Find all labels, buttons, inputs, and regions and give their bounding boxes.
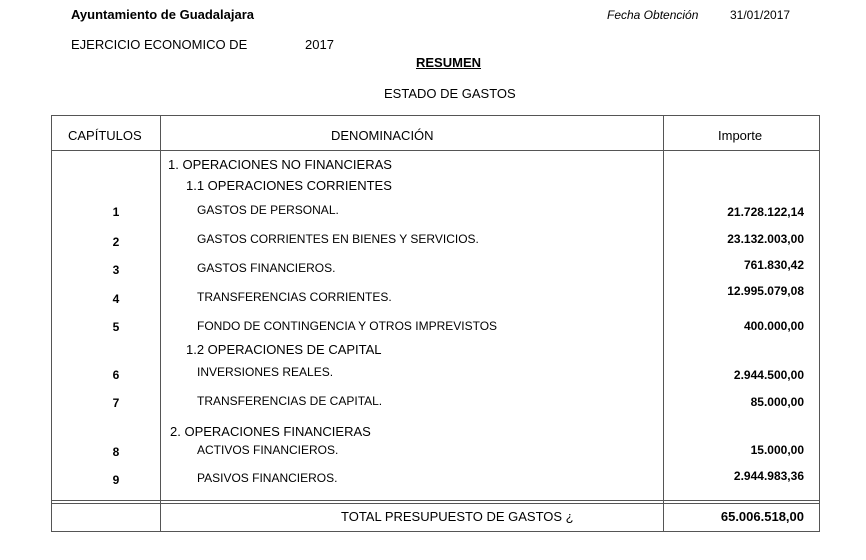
ejercicio-label: EJERCICIO ECONOMICO DE — [71, 37, 248, 52]
row-importe: 400.000,00 — [743, 319, 804, 333]
row-importe: 2.944.500,00 — [733, 368, 804, 382]
row-importe: 2.944.983,36 — [733, 469, 804, 483]
section-operaciones-capital: 1.2 OPERACIONES DE CAPITAL — [186, 342, 382, 357]
table-border-left — [51, 115, 52, 532]
row-importe: 23.132.003,00 — [727, 232, 804, 246]
table-body-bottom — [51, 500, 819, 501]
row-denominacion: GASTOS CORRIENTES EN BIENES Y SERVICIOS. — [197, 232, 479, 246]
row-capitulo: 1 — [112, 205, 120, 219]
row-importe: 21.728.122,14 — [727, 205, 804, 219]
row-importe: 85.000,00 — [750, 395, 804, 409]
row-denominacion: GASTOS FINANCIEROS. — [197, 261, 336, 275]
column-header-capitulos: CAPÍTULOS — [68, 128, 142, 143]
row-capitulo: 9 — [112, 473, 120, 487]
row-capitulo: 3 — [112, 263, 120, 277]
organization-name: Ayuntamiento de Guadalajara — [71, 7, 255, 22]
row-denominacion: FONDO DE CONTINGENCIA Y OTROS IMPREVISTOS — [197, 319, 498, 333]
total-label: TOTAL PRESUPUESTO DE GASTOS ¿ — [341, 509, 574, 524]
section-operaciones-no-financieras: 1. OPERACIONES NO FINANCIERAS — [168, 157, 392, 172]
section-operaciones-financieras: 2. OPERACIONES FINANCIERAS — [170, 424, 371, 439]
table-border-right — [819, 115, 820, 532]
table-border-bottom — [51, 531, 819, 532]
row-denominacion: GASTOS DE PERSONAL. — [197, 203, 339, 217]
fecha-value: 31/01/2017 — [730, 8, 791, 22]
section-operaciones-corrientes: 1.1 OPERACIONES CORRIENTES — [186, 178, 392, 193]
column-header-importe: Importe — [718, 128, 763, 143]
row-capitulo: 2 — [112, 235, 120, 249]
total-value: 65.006.518,00 — [720, 509, 804, 524]
column-header-denominacion: DENOMINACIÓN — [331, 128, 434, 143]
row-importe: 15.000,00 — [750, 443, 804, 457]
row-denominacion: TRANSFERENCIAS CORRIENTES. — [197, 290, 392, 304]
table-total-top — [51, 503, 819, 504]
row-capitulo: 6 — [112, 368, 120, 382]
row-denominacion: INVERSIONES REALES. — [197, 365, 334, 379]
table-header-divider — [51, 150, 819, 151]
table-col-divider-2 — [663, 115, 664, 532]
row-denominacion: TRANSFERENCIAS DE CAPITAL. — [197, 394, 383, 408]
fecha-label: Fecha Obtención — [607, 8, 699, 22]
table-col-divider-1 — [160, 115, 161, 532]
row-importe: 761.830,42 — [743, 258, 804, 272]
ejercicio-year: 2017 — [305, 37, 334, 52]
row-capitulo: 8 — [112, 445, 120, 459]
row-denominacion: PASIVOS FINANCIEROS. — [197, 471, 338, 485]
row-capitulo: 5 — [112, 320, 120, 334]
row-capitulo: 4 — [112, 292, 120, 306]
table-border-top — [51, 115, 819, 116]
row-importe: 12.995.079,08 — [727, 284, 804, 298]
page-title: RESUMEN — [416, 55, 482, 70]
row-capitulo: 7 — [112, 396, 120, 410]
row-denominacion: ACTIVOS FINANCIEROS. — [197, 443, 339, 457]
page-subtitle: ESTADO DE GASTOS — [384, 86, 516, 101]
